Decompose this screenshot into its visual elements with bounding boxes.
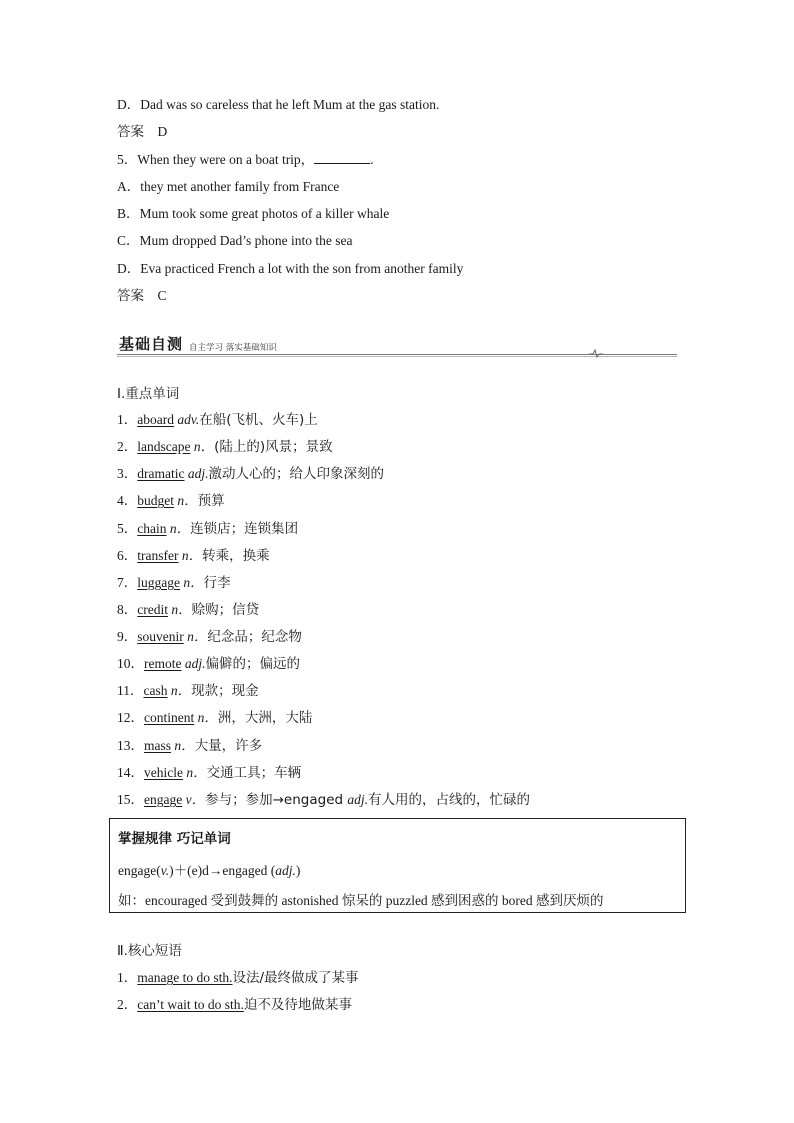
tip-formula: engage(v.)＋(e)d→engaged (adj.) bbox=[118, 863, 301, 878]
vocab-word: vehicle bbox=[144, 765, 183, 780]
phrase-text: can’t wait to do sth. bbox=[137, 997, 244, 1012]
answer-label: 答案 bbox=[117, 124, 144, 140]
vocab-word: engage bbox=[144, 792, 183, 807]
vocab-word: transfer bbox=[137, 548, 179, 563]
vocab-item: 10．remote adj.偏僻的；偏远的 bbox=[117, 656, 300, 672]
q5-option-d: D．Eva practiced French a lot with the son from another family bbox=[117, 261, 464, 276]
vocab-word: aboard bbox=[137, 412, 174, 427]
vocab-item: 6．transfer n．转乘，换乘 bbox=[117, 548, 270, 564]
part1-title: Ⅰ.重点单词 bbox=[117, 386, 180, 402]
q5-answer-line bbox=[117, 287, 167, 305]
q4-answer-line bbox=[117, 123, 167, 141]
answer-value: C bbox=[157, 288, 167, 303]
vocab-item: 13．mass n．大量，许多 bbox=[117, 738, 263, 754]
vocab-item: 15．engage v．参与；参加→engaged adj.有人用的，占线的，忙碌的 bbox=[117, 792, 531, 808]
phrase-text: manage to do sth. bbox=[137, 970, 233, 985]
zigzag-ornament-icon bbox=[589, 348, 603, 358]
vocab-item: 5．chain n．连锁店；连锁集团 bbox=[117, 521, 299, 537]
vocab-item: 3．dramatic adj.激动人心的；给人印象深刻的 bbox=[117, 466, 384, 482]
vocab-word: credit bbox=[137, 602, 168, 617]
q5-stem-prefix: 5．When they were on a boat trip， bbox=[117, 152, 315, 167]
vocab-word: mass bbox=[144, 738, 171, 753]
tip-examples: 如：encouraged 受到鼓舞的 astonished 惊呆的 puzzled 感到困惑的 bored 感到厌烦的 bbox=[118, 893, 604, 908]
section-header bbox=[117, 333, 677, 357]
q5-blank bbox=[314, 151, 370, 164]
vocab-item: 11．cash n．现款；现金 bbox=[117, 683, 259, 699]
vocab-word: continent bbox=[144, 710, 195, 725]
vocab-item: 8．credit n．赊购；信贷 bbox=[117, 602, 260, 618]
q5-stem-suffix: . bbox=[370, 152, 374, 167]
vocab-item: 7．luggage n．行李 bbox=[117, 575, 231, 591]
q5-option-a: A．they met another family from France bbox=[117, 179, 340, 194]
answer-label: 答案 bbox=[117, 288, 144, 304]
q4-option-d: D．Dad was so careless that he left Mum at the gas station. bbox=[117, 97, 440, 112]
phrase-item: 2．can’t wait to do sth.迫不及待地做某事 bbox=[117, 997, 352, 1013]
q5-option-c: C．Mum dropped Dad’s phone into the sea bbox=[117, 233, 353, 248]
vocab-word: luggage bbox=[137, 575, 180, 590]
q5-stem bbox=[117, 151, 374, 169]
vocab-word: remote bbox=[144, 656, 182, 671]
section-subtitle: 自主学习 落实基础知识 bbox=[189, 343, 277, 353]
vocab-word: chain bbox=[137, 521, 167, 536]
vocab-word: dramatic bbox=[137, 466, 185, 481]
vocab-word: budget bbox=[137, 493, 174, 508]
vocab-word: landscape bbox=[137, 439, 191, 454]
vocab-item: 14．vehicle n．交通工具；车辆 bbox=[117, 765, 302, 781]
vocab-item: 12．continent n．洲，大洲，大陆 bbox=[117, 710, 313, 726]
vocab-item: 9．souvenir n．纪念品；纪念物 bbox=[117, 629, 302, 645]
memory-tip-box bbox=[109, 818, 686, 913]
vocab-item: 2．landscape n．(陆上的)风景；景致 bbox=[117, 439, 333, 455]
part2-title: Ⅱ.核心短语 bbox=[117, 943, 182, 959]
section-title: 基础自测 bbox=[119, 335, 184, 353]
vocab-word: souvenir bbox=[137, 629, 184, 644]
tip-title: 掌握规律 巧记单词 bbox=[118, 831, 231, 847]
phrase-item: 1．manage to do sth.设法/最终做成了某事 bbox=[117, 970, 359, 986]
vocab-item: 4．budget n．预算 bbox=[117, 493, 225, 509]
answer-value: D bbox=[157, 124, 168, 139]
q5-option-b: B．Mum took some great photos of a killer whale bbox=[117, 206, 390, 221]
vocab-word: cash bbox=[143, 683, 168, 698]
vocab-item: 1．aboard adv.在船(飞机、火车)上 bbox=[117, 412, 318, 428]
